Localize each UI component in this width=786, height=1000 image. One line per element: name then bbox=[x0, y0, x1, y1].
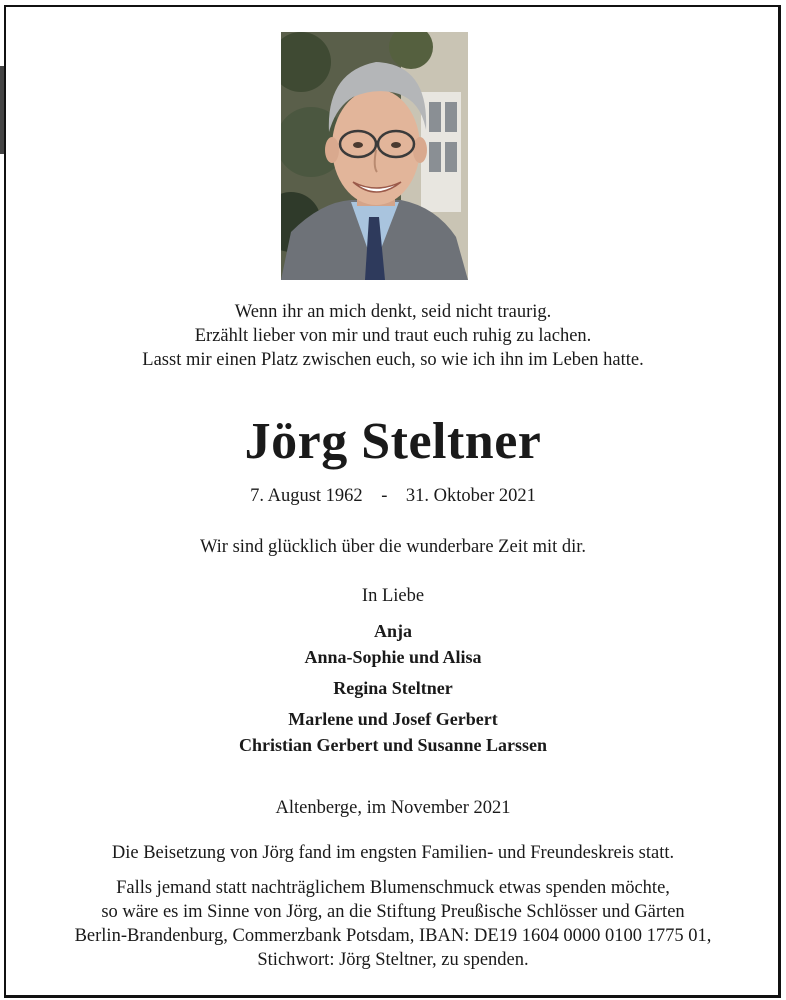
poem-line: Erzählt lieber von mir und traut euch ruhig zu lachen. bbox=[194, 326, 592, 346]
mourner-name: Anja bbox=[373, 621, 412, 641]
place-and-date: Altenberge, im November 2021 bbox=[275, 798, 511, 818]
thanks-message: Wir sind glücklich über die wunderbare Zeit mit dir. bbox=[199, 537, 587, 557]
donation-line: Stichwort: Jörg Steltner, zu spenden. bbox=[257, 950, 529, 970]
donation-line: so wäre es im Sinne von Jörg, an die Stiftung Preußische Schlösser und Gärten bbox=[101, 902, 685, 922]
donation-notice bbox=[0, 876, 786, 972]
death-date: 31. Oktober 2021 bbox=[405, 486, 536, 506]
in-love-label: In Liebe bbox=[361, 586, 425, 606]
mourner-name: Anna-Sophie und Alisa bbox=[304, 647, 482, 667]
portrait-photo-man-with-glasses-icon bbox=[281, 32, 468, 280]
mourner-name: Christian Gerbert und Susanne Larssen bbox=[238, 735, 548, 755]
burial-notice: Die Beisetzung von Jörg fand im engsten Familien- und Freundeskreis statt. bbox=[111, 843, 675, 863]
portrait-photo bbox=[281, 32, 468, 280]
mourners-list bbox=[0, 618, 786, 758]
birth-date: 7. August 1962 bbox=[250, 486, 363, 506]
life-dates bbox=[0, 484, 786, 508]
poem-line: Wenn ihr an mich denkt, seid nicht traurig. bbox=[234, 302, 552, 322]
mourner-name: Regina Steltner bbox=[333, 678, 453, 698]
deceased-name: Jörg Steltner bbox=[244, 413, 542, 470]
mourner-name: Marlene und Josef Gerbert bbox=[288, 709, 498, 729]
date-separator: - bbox=[381, 486, 388, 506]
donation-line: Berlin-Brandenburg, Commerzbank Potsdam, IBAN: DE19 1604 0000 0100 1775 01, bbox=[74, 926, 712, 946]
donation-line: Falls jemand statt nachträglichem Blumenschmuck etwas spenden möchte, bbox=[116, 878, 670, 898]
poem-line: Lasst mir einen Platz zwischen euch, so wie ich ihn im Leben hatte. bbox=[142, 350, 644, 370]
memorial-poem bbox=[0, 300, 786, 372]
